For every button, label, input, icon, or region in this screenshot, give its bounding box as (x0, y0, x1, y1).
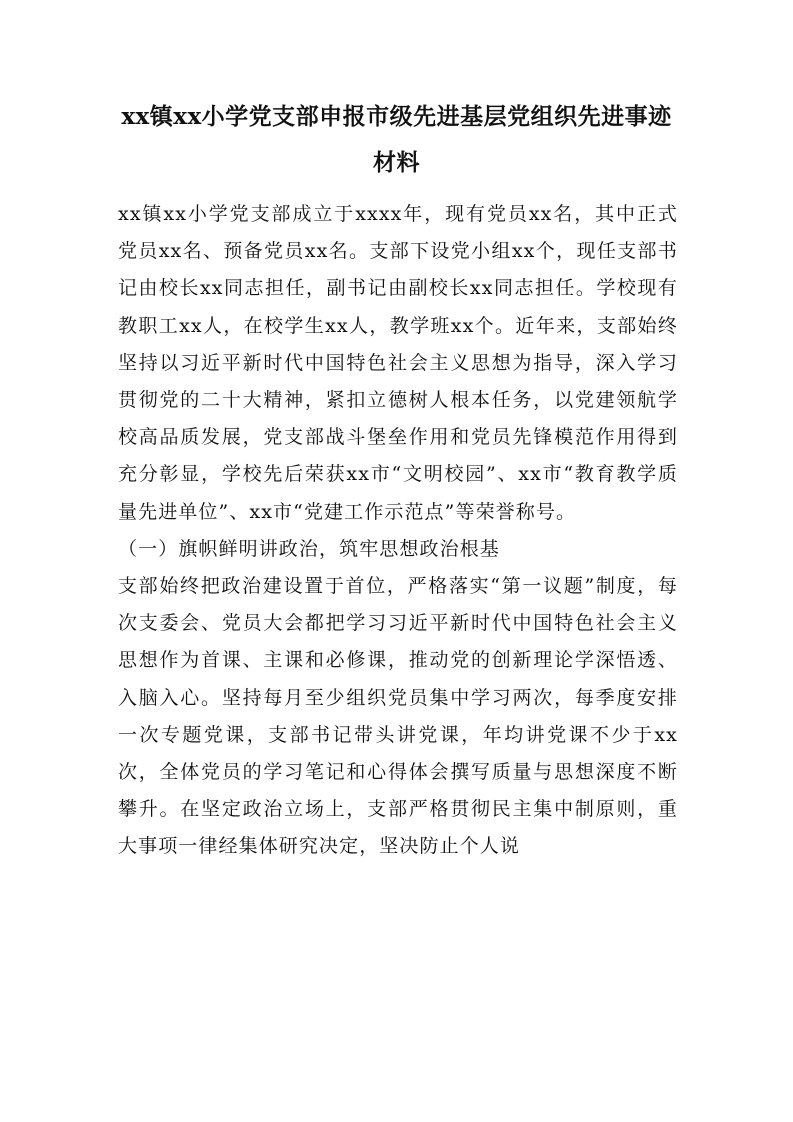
section-paragraph: 支部始终把政治建设置于首位，严格落实“第一议题”制度，每次支委会、党员大会都把学习习近平新时代中国特色社会主义思想作为首课、主课和必修课，推动党的创新理论学深悟透、入脑入心。坚持每月至少组织党员集中学习两次，每季度安排一次专题党课，支部书记带头讲党课，年均讲党课不少于xx次，全体党员的学习笔记和心得体会撰写质量与思想深度不断攀升。在坚定政治立场上，支部严格贯彻民主集中制原则，重大事项一律经集体研究决定，坚决防止个人说 (118, 575, 678, 858)
section-heading: （一）旗帜鲜明讲政治，筑牢思想政治根基 (118, 537, 500, 560)
document-body (118, 196, 678, 866)
intro-paragraph: xx镇xx小学党支部成立于xxxx年，现有党员xx名，其中正式党员xx名、预备党员xx名。支部下设党小组xx个，现任支部书记由校长xx同志担任，副书记由副校长xx同志担任。学校现有教职工xx人，在校学生xx人，教学班xx个。近年来，支部始终坚持以习近平新时代中国特色社会主义思想为指导，深入学习贯彻党的二十大精神，紧扣立德树人根本任务，以党建领航学校高品质发展，党支部战斗堡垒作用和党员先锋模范作用得到充分彰显，学校先后荣获xx市“文明校园”、xx市“教育教学质量先进单位”、xx市“党建工作示范点”等荣誉称号。 (118, 203, 678, 523)
document-title: xx镇xx小学党支部申报市级先进基层党组织先进事迹材料 (121, 103, 672, 176)
